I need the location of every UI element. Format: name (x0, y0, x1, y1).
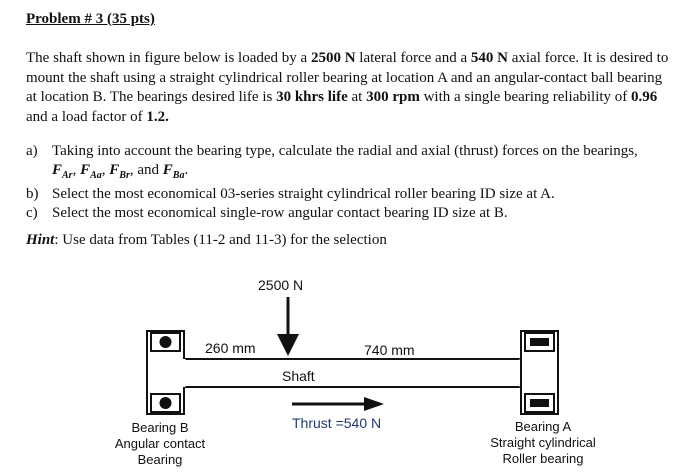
hint-text: : Use data from Tables (11-2 and 11-3) for the selection (54, 232, 387, 248)
bearing-b-type-2: Bearing (137, 452, 183, 467)
question-label: b) (26, 186, 39, 202)
question-text: Select the most economical single-row angular contact bearing ID size at B. (52, 205, 508, 221)
bearing-a-type-2: Roller bearing (502, 451, 584, 466)
hint-label: Hint (26, 232, 55, 248)
question-a: a) Taking into account the bearing type, calculate the radial and axial (thrust) forces on the bearings, $F_{Ar}$, $F_{Aa}$, $F_{Br}$, and $F_{Ba}$. (26, 143, 638, 181)
symbol-f-ar: $F_{Ar}$ (52, 162, 73, 181)
bearing-b-bottom-ball (160, 397, 172, 409)
intro-text: lateral force and a (355, 50, 471, 66)
symbol-f-br: $F_{Br}$ (109, 162, 130, 181)
bearing-b-type: Angular contact (114, 436, 206, 451)
dimension-left-label: 260 mm (205, 340, 256, 356)
problem-title: Problem # 3 (35 pts) (26, 11, 155, 27)
thrust-arrowhead (364, 397, 384, 411)
dimension-right-label: 740 mm (364, 342, 415, 358)
axial-force-value: 540 N (470, 50, 508, 66)
bearing-a-label: Bearing A (514, 419, 572, 434)
bearing-a-bottom-roller (530, 399, 549, 407)
bearing-life-value: 30 khrs life (276, 89, 348, 105)
lateral-force-arrowhead (277, 334, 299, 356)
intro-text: with a single bearing reliability of (419, 89, 632, 105)
intro-text: The shaft shown in figure below is loaded by a (26, 50, 311, 66)
load-factor-value: 1.2. (146, 108, 169, 125)
thrust-label: Thrust =540 N (292, 415, 382, 431)
bearing-a-top-roller (530, 338, 549, 346)
intro-text: at (347, 89, 367, 105)
symbol-f-ba: $F_{Ba}$ (162, 162, 185, 181)
shaft-body (184, 359, 521, 387)
question-label: a) (26, 143, 38, 159)
bearing-b-label: Bearing B (131, 420, 189, 435)
force-label: 2500 N (258, 277, 304, 293)
shaft-speed-value: 300 rpm (366, 89, 420, 105)
intro-text: and a load factor of (26, 108, 147, 125)
question-label: c) (26, 205, 38, 221)
shaft-label: Shaft (282, 368, 315, 384)
symbol-f-aa: $F_{Aa}$ (80, 162, 102, 181)
bearing-b (147, 331, 184, 414)
intro-text: axial force. It is desired to mount the shaft using a straight cylindrical roller bearing at location A and an angular-contact ball bearing at location B. The bearings desired life is (26, 50, 669, 105)
bearing-a-type: Straight cylindrical (490, 435, 596, 450)
reliability-value: 0.96 (631, 89, 658, 105)
question-text: Select the most economical 03-series straight cylindrical roller bearing ID size at A. (52, 186, 555, 202)
bearing-b-top-ball (160, 336, 172, 348)
question-text: Taking into account the bearing type, calculate the radial and axial (thrust) forces on the bearings, (52, 143, 638, 159)
lateral-force-value: 2500 N (310, 50, 356, 66)
bearing-a (521, 331, 558, 414)
